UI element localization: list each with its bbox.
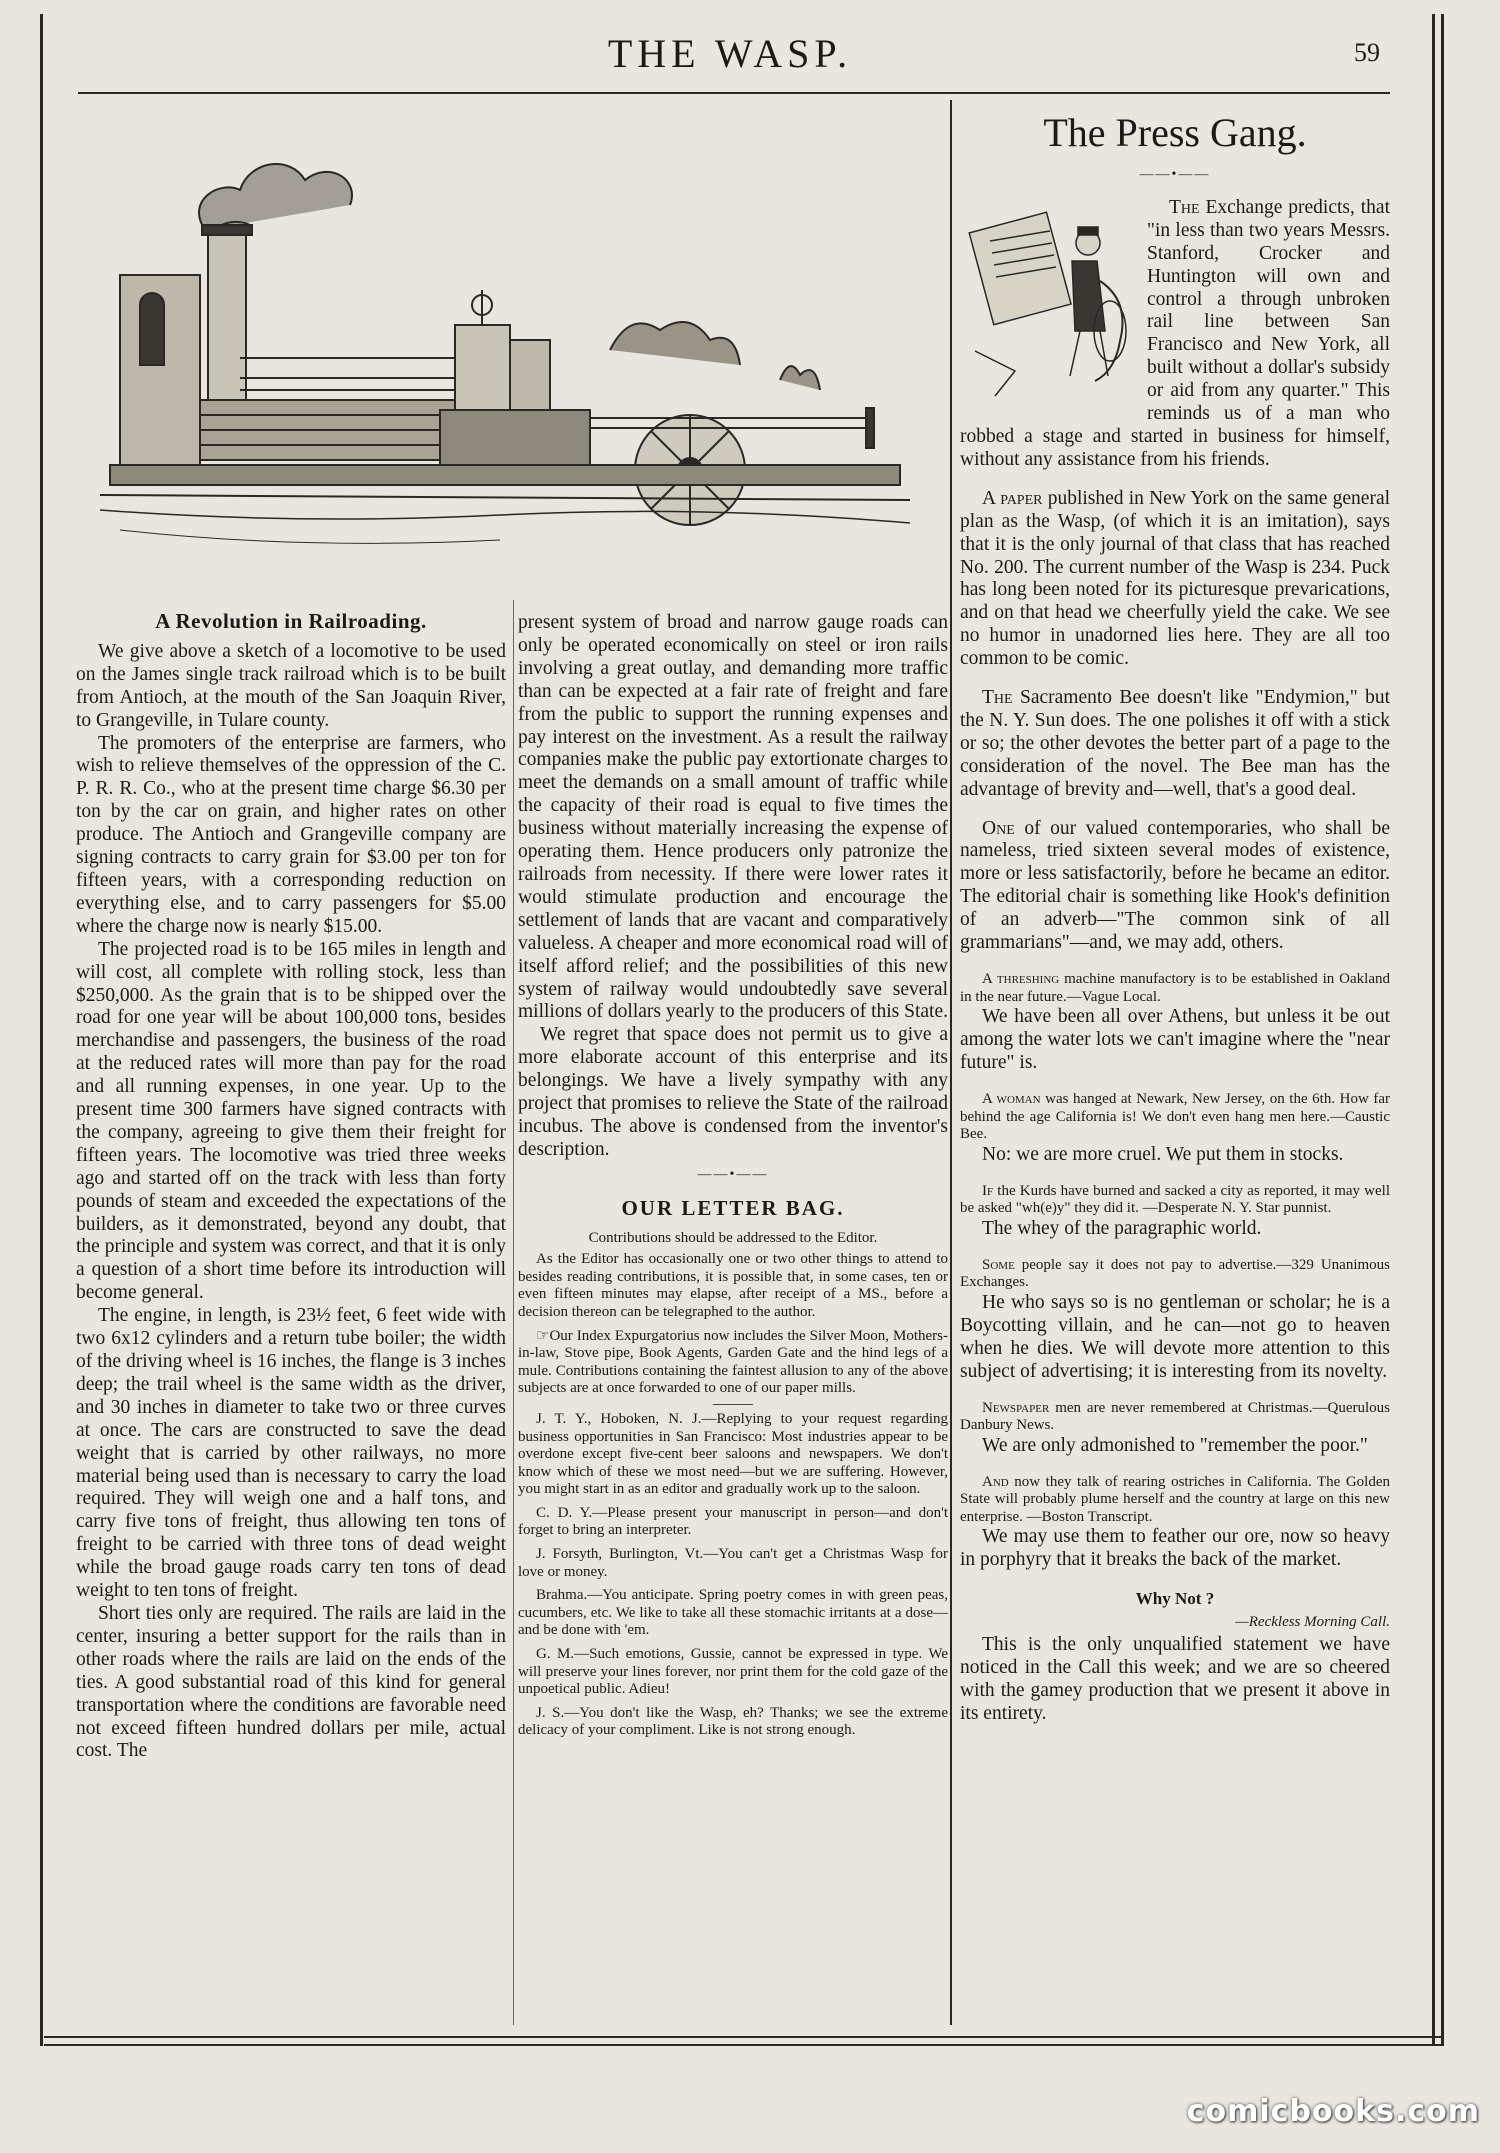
bottom-rule bbox=[44, 2036, 1444, 2038]
outer-rule bbox=[1432, 14, 1435, 2046]
item-lead: Newspaper bbox=[982, 1399, 1050, 1416]
item-lead: One bbox=[982, 817, 1015, 839]
item-quote: people say it does not pay to advertise.—329 Unanimous Exchanges. bbox=[960, 1256, 1391, 1291]
article-paragraph: Short ties only are required. The rails are laid in the center, insuring a better support for the rails than in other roads where the rails are laid on the ends of the ties. A good substantial road of this kind for general transportation where the conditions are favorable need not exceed fifteen hundred dollars per mile, actual cost. The bbox=[76, 1602, 506, 1762]
right-column bbox=[960, 110, 1390, 1726]
watermark: comicbooks.com bbox=[1186, 2094, 1480, 2129]
item-text: The whey of the paragraphic world. bbox=[982, 1217, 1262, 1239]
item-lead: Some bbox=[982, 1256, 1015, 1273]
letter-bag-heading: OUR LETTER BAG. bbox=[621, 1195, 845, 1220]
press-item bbox=[960, 1183, 1390, 1241]
item-quote: now they talk of rearing ostriches in California. The Golden State will probably plume herself and the country at large on this new enterprise. —Boston Transcript. bbox=[960, 1473, 1390, 1525]
letter-bag-entry: Brahma.—You anticipate. Spring poetry comes in with green peas, cucumbers, etc. We like to take all these stomachic irritants at a dose—and be done with 'em. bbox=[518, 1587, 948, 1639]
column-divider bbox=[513, 600, 514, 2025]
press-item bbox=[960, 488, 1390, 671]
reader-illustration bbox=[960, 201, 1135, 406]
article-paragraph: We regret that space does not permit us to give a more elaborate account of this enterprise and its belongings. We have a lively sympathy with any project that promises to relieve the State of the railroad incubus. The above is condensed from the inventor's description. bbox=[518, 1024, 948, 1160]
item-text: No: we are more cruel. We put them in stocks. bbox=[982, 1143, 1344, 1165]
letter-bag-entry: J. T. Y., Hoboken, N. J.—Replying to your request regarding business opportunities in San Francisco: Most industries appear to be overdone except five-cent beer saloons and newspapers. We don't know which of these we most need—but we are suffering. However, you might start in as an editor and gradually work up to the saloon. bbox=[518, 1410, 948, 1498]
article-paragraph: The promoters of the enterprise are farmers, who wish to relieve themselves of the oppression of the C. P. R. R. Co., who at the present time charge $6.30 per ton by the car on grain, and higher rates on other produce. The Antioch and Grangeville company are signing contracts to carry grain for $3.00 per ton for fifteen years, with a corresponding reduction on everything else, and to carry passengers for $5.00 where the charge now is nearly $15.00. bbox=[76, 732, 506, 937]
why-not-text: This is the only unqualified statement we have noticed in the Call this week; and we are so cheered with the gamey production that we present it above in its entirety. bbox=[960, 1634, 1390, 1724]
article-paragraph: The projected road is to be 165 miles in length and will cost, all complete with rolling stock, less than $250,000. As the grain that is to be shipped over the road for one year will be about 100,000 tons, besides merchandise and passengers, the business of the road at the reduced rates will more than pay for the road and all running expenses, in one year. Up to the present time 300 farmers have signed contracts with the company, agreeing to give them their freight for fifteen years. The locomotive was tried three weeks ago and started off on the track with less than forty pounds of steam and exceeded the expectations of the builders, as it demonstrated, beyond any doubt, that the principle and system was correct, and that it is only a question of a short time before its introduction will become general. bbox=[76, 938, 506, 1304]
item-lead: If bbox=[982, 1182, 994, 1199]
why-not-heading: Why Not ? bbox=[1135, 1589, 1215, 1609]
press-gang-title: The Press Gang. bbox=[1043, 110, 1307, 155]
item-text: Exchange predicts, that "in less than two years Messrs. Stanford, Crocker and Huntington will own and control a through unbroken rail line between San Francisco and New York, all built without a dollar's subsidy or aid from any quarter." This reminds us of a man who robbed a stage and started in business for himself, without any assistance from his friends. bbox=[960, 196, 1390, 470]
item-quote: machine manufactory is to be established in Oakland in the near future.—Vague Local. bbox=[960, 971, 1390, 1005]
item-quote: the Kurds have burned and sacked a city as reported, it may well be asked "wh(e)y" they did it. —Desperate N. Y. Star punnist. bbox=[960, 1182, 1391, 1217]
item-quote: was hanged at Newark, New Jersey, on the 6th. How far behind the age California is! We don't even hang men here.—Caustic Bee. bbox=[960, 1090, 1391, 1143]
press-item bbox=[960, 1257, 1390, 1384]
item-lead: A woman bbox=[982, 1090, 1041, 1107]
item-text: of our valued contemporaries, who shall be nameless, tried sixteen several modes of existence, more or less satisfactorily, before he became an editor. The editorial chair is something like Hook's definition of an adverb—"The common sink of all grammarians"—and, we may add, others. bbox=[960, 817, 1390, 954]
masthead-rule bbox=[78, 92, 1390, 94]
letter-bag-intro: Contributions should be addressed to the Editor. bbox=[588, 1229, 878, 1246]
ornament-divider: ——•—— bbox=[1139, 167, 1211, 182]
article-paragraph: The engine, in length, is 23½ feet, 6 feet wide with two 6x12 cylinders and a return tube boiler; the width of the driving wheel is 16 inches, the flange is 3 inches deep; the trail wheel is the same width as the driver, and 30 inches in diameter to take two or three curves at once. The cars are constructed to save the dead weight that is carried by other railways, no more material being used than is necessary to carry the load required. They will weigh one and a half tons, and carry five tons of freight, thus allowing ten tons of freight to be carried with three tons of dead weight while the broad gauge roads carry ten tons of dead weight to ten tons of freight. bbox=[76, 1305, 506, 1602]
item-text: published in New York on the same general plan as the Wasp, (of which it is an imitation), says that it is the only journal of that class that has reached No. 200. The current number of the Wasp is 234. Puck has long been noted for its picturesque prevarications, and on that head we cheerfully yield the cake. We see no humor in unadorned lies here. They are all too common to be comic. bbox=[960, 487, 1391, 670]
press-item bbox=[960, 687, 1390, 802]
item-lead: A paper bbox=[982, 487, 1043, 509]
middle-column bbox=[518, 612, 948, 1746]
item-text: We may use them to feather our ore, now so heavy in porphyry that it breaks the back of the market. bbox=[960, 1526, 1390, 1571]
ornament-divider: ——•—— bbox=[697, 1166, 769, 1182]
masthead-title: THE WASP. bbox=[607, 31, 853, 76]
item-text: Sacramento Bee doesn't like "Endymion," but the N. Y. Sun does. The one polishes it off with a stick or so; the other devotes the better part of a page to the consideration of the novel. The Bee man has the advantage of brevity and—well, that's a good deal. bbox=[960, 687, 1390, 800]
article-paragraph: We give above a sketch of a locomotive to be used on the James single track railroad which is to be built from Antioch, at the mouth of the San Joaquin River, to Grangeville, in Tulare county. bbox=[76, 640, 506, 731]
item-lead: And bbox=[982, 1473, 1009, 1490]
item-text: He who says so is no gentleman or scholar; he is a Boycotting villain, and he can—not go to heaven when he dies. We will devote more attention to this subject of advertising; it is interesting from its novelty. bbox=[960, 1291, 1390, 1382]
left-column bbox=[76, 610, 506, 1763]
letter-bag-entry: J. S.—You don't like the Wasp, eh? Thanks; we see the extreme delicacy of your compliment. Like is not strong enough. bbox=[518, 1704, 948, 1739]
letter-bag-entry: As the Editor has occasionally one or two other things to attend to besides reading contributions, it is possible that, in some cases, ten or even fifteen minutes may elapse, after receipt of a MS., before a decision thereon can be telegraphed to the author. bbox=[518, 1251, 948, 1320]
masthead bbox=[80, 28, 1380, 78]
item-text: We are only admonished to "remember the poor." bbox=[982, 1434, 1368, 1456]
press-item bbox=[960, 197, 1390, 472]
item-lead: The bbox=[982, 687, 1013, 709]
page-number: 59 bbox=[1354, 38, 1380, 67]
column-divider bbox=[950, 100, 952, 2025]
letter-bag-entry: G. M.—Such emotions, Gussie, cannot be expressed in type. We will preserve your lines forever, nor print them for the cold gaze of the unpoetical public. Adieu! bbox=[518, 1646, 948, 1698]
press-item bbox=[960, 1091, 1390, 1167]
item-text: We have been all over Athens, but unless it be out among the water lots we can't imagine where the "near future" is. bbox=[960, 1006, 1390, 1073]
item-lead: The bbox=[1169, 196, 1200, 218]
letter-bag bbox=[518, 1230, 948, 1740]
letter-bag-entry: J. Forsyth, Burlington, Vt.—You can't get a Christmas Wasp for love or money. bbox=[518, 1546, 948, 1580]
press-item bbox=[960, 1400, 1390, 1458]
why-not-credit: —Reckless Morning Call. bbox=[1235, 1614, 1390, 1631]
short-rule bbox=[713, 1404, 753, 1405]
press-item bbox=[960, 971, 1390, 1075]
press-item bbox=[960, 818, 1390, 955]
item-lead: A threshing bbox=[982, 971, 1060, 987]
letter-bag-entry: C. D. Y.—Please present your manuscript in person—and don't forget to bring an interpreter. bbox=[518, 1504, 948, 1539]
article-continuation: present system of broad and narrow gauge roads can only be operated economically on steel or iron rails involving a great outlay, and demanding more traffic than can be expected at a fair rate of freight and fare from the public to support the running expenses and pay interest on the investment. As a result the railway companies make the public pay extortionate charges to meet the demands on a small amount of traffic while the capacity of their road is equal to five times the business without materially increasing the expense of operating them. Hence producers only patronize the railroads from necessity. If there were lower rates it would stimulate production and encourage the settlement of lands that are vacant and comparatively valueless. A cheaper and more economical road will of itself afford relief; and the possibilities of this new system of railway would undoubtedly save several millions of dollars yearly to the producers of this State. bbox=[518, 612, 948, 1023]
article-headline: A Revolution in Railroading. bbox=[155, 609, 427, 633]
locomotive-engraving bbox=[90, 110, 920, 590]
letter-bag-entry: ☞Our Index Expurgatorius now includes the Silver Moon, Mothers-in-law, Stove pipe, Book Agents, Garden Gate and the hind legs of a mule. Contributions containing the faintest allusion to any of the above subjects are at once forwarded to one of our paper mills. bbox=[518, 1327, 948, 1397]
item-quote: men are never remembered at Christmas.—Querulous Danbury News. bbox=[960, 1399, 1390, 1434]
press-item bbox=[960, 1474, 1390, 1573]
bottom-rule bbox=[44, 2044, 1444, 2046]
